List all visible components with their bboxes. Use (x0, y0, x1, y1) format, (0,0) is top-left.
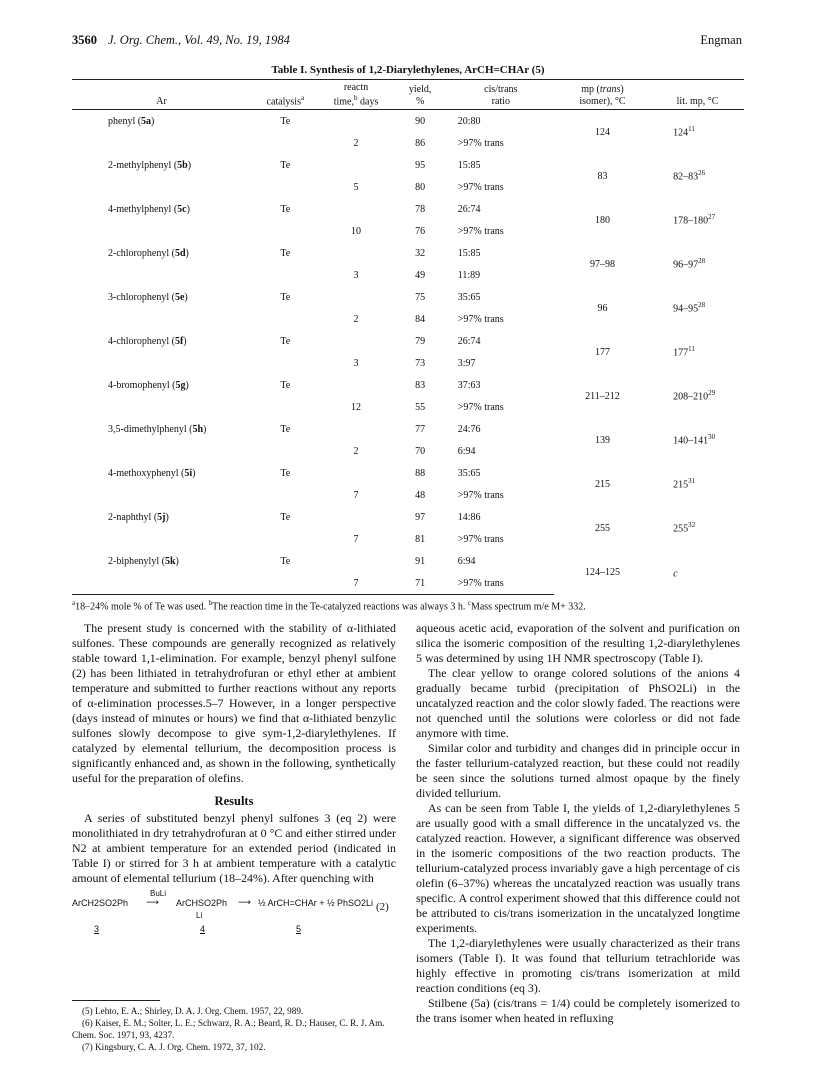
cell-yield: 75 (415, 291, 426, 303)
cell-time (320, 110, 393, 133)
cell-mp: 215 (594, 478, 610, 490)
cell-yield: 86 (415, 137, 426, 149)
cell-ar: 3,5-dimethylphenyl (5h) (108, 423, 207, 435)
cell-yield: 76 (415, 225, 426, 237)
cell-yield: 32 (415, 247, 426, 259)
cell-ratio: 11:89 (457, 269, 481, 281)
cell-catalysis (251, 396, 320, 418)
cell-time: 3 (353, 269, 359, 281)
cell-catalysis (251, 132, 320, 154)
cell-ar (72, 484, 251, 506)
journal-citation: J. Org. Chem., Vol. 49, No. 19, 1984 (108, 33, 290, 47)
cell-ratio: 37:63 (457, 379, 481, 391)
cell-ar: 2-chlorophenyl (5d) (108, 247, 189, 259)
cell-time (320, 506, 393, 528)
cell-time (320, 418, 393, 440)
cell-yield: 88 (415, 467, 426, 479)
cell-time (320, 198, 393, 220)
cell-mp: 139 (594, 434, 610, 446)
cell-ratio: 26:74 (457, 335, 481, 347)
cell-yield: 80 (415, 181, 426, 193)
cell-ratio: >97% trans (457, 401, 504, 413)
table-row (72, 286, 744, 308)
cell-yield: 95 (415, 159, 426, 171)
paragraph: The clear yellow to orange colored solutions of the anions 4 gradually became turbid (precipitation of PhSO2Li) in the uncatalyzed reaction and the color slowly faded. The reactions were not quenched until the solutions were colorless or did not fade anymore with time. (416, 666, 740, 740)
cell-time: 2 (353, 137, 359, 149)
cell-catalysis (251, 528, 320, 550)
cell-yield: 55 (415, 401, 426, 413)
cell-ratio: >97% trans (448, 572, 554, 595)
cell-mp: 124 (594, 126, 610, 138)
paragraph: Stilbene (5a) (cis/trans = 1/4) could be completely isomerized to the trans isomer when heated in refluxing (416, 996, 740, 1025)
cell-mp: 124–125 (584, 566, 620, 578)
cell-lit-mp: c (673, 567, 678, 579)
cell-ar: 4-methylphenyl (5c) (108, 203, 190, 215)
cell-yield: 73 (415, 357, 426, 369)
cell-catalysis (251, 352, 320, 374)
page-number: 3560 (72, 33, 97, 47)
cell-catalysis: Te (280, 159, 291, 171)
cell-ratio: >97% trans (457, 225, 504, 237)
cell-time: 12 (351, 401, 362, 413)
cell-time (320, 462, 393, 484)
cell-catalysis (251, 220, 320, 242)
right-column (416, 621, 740, 1026)
running-header (72, 33, 742, 51)
col-header-yield: yield, % (393, 80, 448, 110)
cell-catalysis: Te (280, 115, 291, 127)
cell-lit-mp: $140-141^{30}$ (673, 433, 716, 447)
cell-ratio: 26:74 (457, 203, 481, 215)
cell-ar (72, 528, 251, 550)
cell-ratio: >97% trans (457, 137, 504, 149)
table-row (72, 110, 744, 133)
cell-ar (72, 220, 251, 242)
cell-catalysis: Te (280, 467, 291, 479)
cell-time (320, 154, 393, 176)
cell-yield: 84 (415, 313, 426, 325)
cell-mp: 180 (594, 214, 610, 226)
cell-lit-mp: $124^{11}$ (673, 125, 695, 139)
cell-yield: 83 (415, 379, 426, 391)
cell-lit-mp: $178-180^{27}$ (673, 213, 716, 227)
cell-lit-mp: $96-97^{28}$ (673, 257, 706, 271)
eq-reactant: ArCH2SO2Ph (72, 898, 129, 908)
cell-yield: 81 (415, 533, 426, 545)
eq-label-5: 5 (296, 924, 302, 934)
cell-ar (72, 264, 251, 286)
cell-catalysis (251, 308, 320, 330)
cell-catalysis: Te (280, 379, 291, 391)
cell-time: 2 (353, 313, 359, 325)
divider (72, 1000, 160, 1001)
cell-time: 5 (353, 181, 359, 193)
paragraph: The 1,2-diarylethylenes were usually characterized as their trans isomers (Table I). It was found that tellurium tetrachloride was highly effective in promoting cis/trans isomerization at mild reaction conditions (eq 3). (416, 936, 740, 995)
cell-ratio: 6:94 (457, 555, 476, 567)
cell-yield: 79 (415, 335, 426, 347)
cell-catalysis: Te (280, 511, 291, 523)
cell-time (320, 550, 393, 572)
cell-lit-mp: $215^{31}$ (673, 477, 696, 491)
cell-yield: 77 (415, 423, 426, 435)
cell-ratio: >97% trans (457, 489, 504, 501)
col-header-catalysis: catalysis$^a$ (251, 80, 320, 110)
cell-ar: 3-chlorophenyl (5e) (108, 291, 188, 303)
cell-catalysis (251, 440, 320, 462)
cell-ratio: >97% trans (457, 181, 504, 193)
eq-product: ½ ArCH=CHAr + ½ PhSO2Li (258, 898, 374, 908)
cell-ar: 2-biphenylyl (5k) (108, 555, 179, 567)
cell-yield: 48 (415, 489, 426, 501)
author-name: Engman (700, 33, 742, 47)
reference-5: (5) Lehto, E. A.; Shirley, D. A. J. Org. Chem. 1957, 22, 989. (82, 1006, 304, 1016)
cell-ratio: 15:85 (457, 247, 481, 259)
cell-ratio: 24:76 (457, 423, 481, 435)
cell-catalysis: Te (280, 335, 291, 347)
cell-time: 7 (320, 572, 393, 595)
table-title: Table I. Synthesis of 1,2-Diarylethylenes, ArCH=CHAr (5) (271, 64, 545, 76)
cell-time: 2 (353, 445, 359, 457)
references (72, 1000, 396, 1053)
cell-catalysis (251, 484, 320, 506)
cell-time (320, 374, 393, 396)
cell-mp: 211–212 (585, 390, 620, 402)
cell-lit-mp: $208-210^{29}$ (673, 389, 716, 403)
equation-2 (72, 889, 396, 940)
cell-yield: 91 (415, 555, 426, 567)
col-header-lit-mp: lit. mp, °C (651, 80, 744, 110)
cell-catalysis: Te (280, 423, 291, 435)
cell-ratio: 14:86 (457, 511, 481, 523)
cell-ar (72, 308, 251, 330)
eq-reagent: BuLi (150, 889, 167, 898)
cell-ar (72, 440, 251, 462)
cell-ratio: 35:65 (457, 467, 481, 479)
diarylethylenes-table (72, 79, 744, 595)
reference-6: (6) Kaiser, E. M.; Solter, L. E.; Schwarz, R. A.; Beard, R. D.; Hauser, C. R. J. Am. Chem. Soc. 1971, 93, 4237. (72, 1018, 385, 1040)
cell-ar: 2-methylphenyl (5b) (108, 159, 192, 171)
eq-number: (2) (376, 901, 389, 913)
cell-ar (72, 352, 251, 374)
cell-time (320, 286, 393, 308)
cell-yield: 78 (415, 203, 426, 215)
cell-time: 10 (351, 225, 362, 237)
cell-ar (72, 132, 251, 154)
paragraph: The present study is concerned with the stability of α-lithiated sulfones. These compounds are generally recognized as relatively stable toward 1,1-elimination. For example, benzyl phenyl sulfone (2) has been lithiated in tetrahydrofuran or ethyl ether at ambient temperature and submitted to further reactions without any reports of α-elimination processes.5–7 However, in a longer perspective (days instead of minutes or hours) we find that α-lithiated benzylic sulfones slowly decompose to give sym-1,2-diarylethylenes. If catalyzed by elemental tellurium, the decomposition process is significantly enhanced and, as shown in the following, synthetically useful for the preparation of olefins. (72, 621, 396, 785)
cell-time (320, 242, 393, 264)
cell-ratio: 6:94 (457, 445, 476, 457)
cell-catalysis (251, 572, 320, 595)
table-row (72, 550, 744, 572)
cell-ratio: >97% trans (457, 533, 504, 545)
cell-lit-mp: $94-95^{28}$ (673, 301, 706, 315)
cell-mp: 177 (594, 346, 610, 358)
table-row (72, 154, 744, 176)
col-header-time: reactn time,$^b$ days (320, 80, 393, 110)
col-header-mp: mp (trans) isomer), °C (554, 80, 651, 110)
eq-label-4: 4 (200, 924, 206, 934)
table-row (72, 418, 744, 440)
cell-catalysis (251, 176, 320, 198)
cell-yield: 90 (415, 115, 426, 127)
cell-time (320, 330, 393, 352)
eq-arrow: ⟶ (146, 897, 159, 907)
paragraph: aqueous acetic acid, evaporation of the solvent and purification on silica the isomeric composition of the resulting 1,2-diarylethylenes 5 was determined by using 1H NMR spectroscopy (Table I). (416, 621, 740, 665)
col-header-ar: Ar (72, 80, 251, 110)
cell-ar: 4-methoxyphenyl (5i) (108, 467, 196, 479)
table-row (72, 330, 744, 352)
cell-ratio: 35:65 (457, 291, 481, 303)
cell-catalysis (251, 264, 320, 286)
left-column (72, 621, 396, 940)
cell-mp: 255 (594, 522, 610, 534)
cell-yield: 97 (415, 511, 426, 523)
cell-time: 7 (353, 533, 359, 545)
table-row (72, 198, 744, 220)
cell-mp: 97–98 (589, 258, 615, 270)
cell-catalysis: Te (280, 555, 291, 567)
paragraph: As can be seen from Table I, the yields of 1,2-diarylethylenes 5 are usually good with a small difference in the uncatalyzed vs. the catalyzed reaction. However, a significant difference was observed in the isomeric compositions of the two reaction products. The tellurium-catalyzed process invariably gave a high percentage of cis olefin (6–37%) whereas the uncatalyzed reaction was usually trans specific. A control experiment showed that this difference could not be attributed to cis/trans isomerization in the uncatalyzed longtime experiments. (416, 801, 740, 935)
cell-lit-mp: $177^{11}$ (673, 345, 695, 359)
paragraph: Similar color and turbidity and changes did in principle occur in the faster tellurium-catalyzed reaction, but these could not readily be seen since the solutions turned almost opaque by the finely divided tellurium. (416, 741, 740, 800)
cell-catalysis: Te (280, 247, 291, 259)
table-1 (72, 64, 744, 613)
eq-intermediate: ArCHSO2Ph (176, 898, 228, 908)
cell-ratio: 15:85 (457, 159, 481, 171)
cell-catalysis: Te (280, 291, 291, 303)
cell-ar (72, 572, 251, 595)
table-row (72, 374, 744, 396)
cell-ratio: >97% trans (457, 313, 504, 325)
cell-ar (72, 396, 251, 418)
cell-lit-mp: $255^{32}$ (673, 521, 696, 535)
section-heading-results: Results (214, 794, 254, 808)
cell-mp: 83 (597, 170, 608, 182)
table-row (72, 462, 744, 484)
paragraph: A series of substituted benzyl phenyl sulfones 3 (eq 2) were monolithiated in dry tetrahydrofuran at 0 °C and either stirred under N2 at ambient temperature for an extended period (indicated in Table I) or stirred for 3 h at ambient temperature with a catalytic amount of elemental tellurium (18–24%). After quenching with (72, 811, 396, 885)
eq-arrow-2: ⟶ (238, 897, 251, 907)
eq-label-3: 3 (94, 924, 100, 934)
reference-7: (7) Kingsbury, C. A. J. Org. Chem. 1972, 37, 102. (82, 1042, 266, 1052)
cell-yield: 70 (415, 445, 426, 457)
cell-catalysis: Te (280, 203, 291, 215)
col-header-ratio: cis/trans ratio (448, 80, 554, 110)
cell-ar: phenyl (5a) (108, 115, 155, 127)
cell-ar (72, 176, 251, 198)
cell-ratio: 3:97 (457, 357, 476, 369)
cell-time: 3 (353, 357, 359, 369)
cell-ar: 4-chlorophenyl (5f) (108, 335, 187, 347)
cell-ar: 4-bromophenyl (5g) (108, 379, 189, 391)
cell-time: 7 (353, 489, 359, 501)
cell-mp: 96 (597, 302, 608, 314)
cell-lit-mp: $82-83^{26}$ (673, 169, 706, 183)
cell-yield: 71 (393, 572, 448, 595)
table-row (72, 506, 744, 528)
table-row (72, 242, 744, 264)
cell-ratio: 20:80 (457, 115, 481, 127)
cell-ar: 2-naphthyl (5j) (108, 511, 169, 523)
table-footnotes: $^a$18–24% mole % of Te was used. $^b$The reaction time in the Te-catalyzed reactions was always 3 h. $^c$Mass spectrum m/e M+ 332. (72, 599, 586, 613)
eq-li: Li (196, 911, 203, 920)
cell-yield: 49 (415, 269, 426, 281)
